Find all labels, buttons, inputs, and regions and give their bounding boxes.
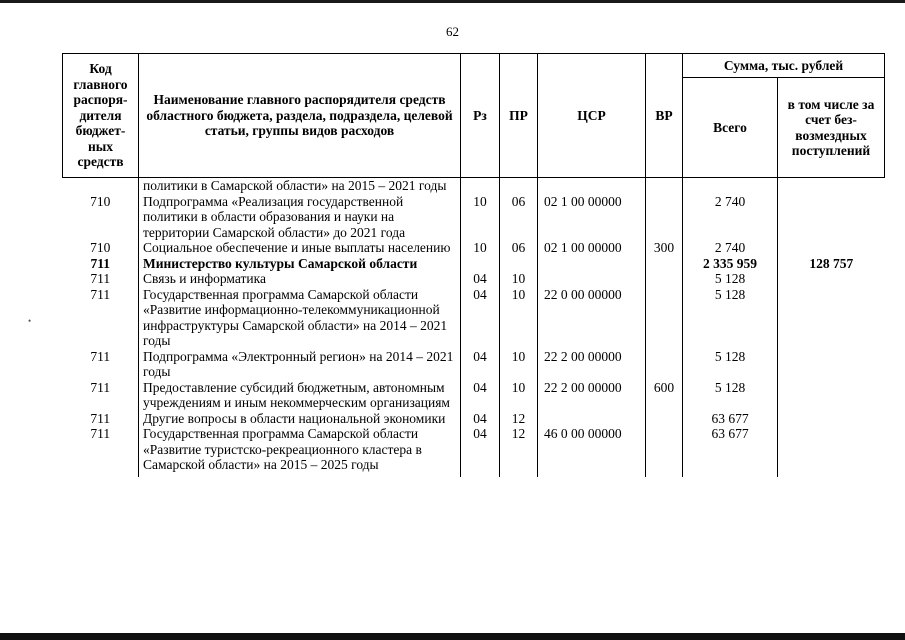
row-pr: 06 [500,240,538,256]
table-row [63,271,885,287]
row-rz: 10 [461,194,500,241]
row-vr: 600 [646,380,683,411]
row-incl [778,426,885,477]
row-code: 710 [90,240,111,255]
row-code [63,178,139,194]
row-total: 5 128 [683,380,778,411]
bottom-border [0,633,905,640]
row-code: 711 [90,271,111,286]
row-pr: 10 [500,271,538,287]
row-incl [778,380,885,411]
row-rz: 04 [461,411,500,427]
row-name: Предоставление субсидий бюджетным, автономным учреждениям и иным некоммерческим организациям [139,380,461,411]
table-row [63,287,885,349]
row-pr: 10 [500,287,538,349]
row-name: Государственная программа Самарской области «Развитие информационно-телекоммуникационной инфраструктуры Самарской области» на 2014 – 2021 годы [139,287,461,349]
row-incl [778,240,885,256]
row-code: 711 [90,410,111,426]
budget-table [62,53,885,477]
row-csr: 02 1 00 00000 [538,194,646,241]
row-code: 710 [90,193,111,209]
row-rz: 04 [461,349,500,380]
row-pr [500,256,538,272]
table-row [63,178,885,194]
row-name: Подпрограмма «Реализация государственной политики в области образования и науки на территории Самарской области» до 2021 года [139,194,461,241]
row-vr [646,256,683,272]
row-vr: 300 [646,240,683,256]
row-incl: 128 757 [778,256,885,272]
row-rz: 04 [461,287,500,349]
table-row [63,256,885,272]
row-total: 5 128 [683,287,778,349]
table-row [63,194,885,241]
row-vr [646,411,683,427]
header-pr: ПР [500,54,538,178]
table-row [63,349,885,380]
row-csr [538,271,646,287]
row-incl [778,178,885,194]
row-rz: 04 [461,426,500,477]
row-csr [538,411,646,427]
row-csr: 22 2 00 00000 [538,380,646,411]
table-row [63,411,885,427]
row-total: 5 128 [683,271,778,287]
table-row [63,380,885,411]
row-pr: 06 [500,194,538,241]
row-incl [778,287,885,349]
table-row [63,240,885,256]
row-csr: 22 2 00 00000 [538,349,646,380]
row-rz [461,178,500,194]
row-vr [646,426,683,477]
row-total: 2 740 [683,240,778,256]
row-vr [646,194,683,241]
row-total: 63 677 [683,426,778,477]
table-body [63,178,885,477]
row-csr: 22 0 00 00000 [538,287,646,349]
header-name: Наименование главного распорядителя средств областного бюджета, раздела, подраздела, целевой статьи, группы видов расходов [139,54,461,178]
row-code: 711 [90,379,111,395]
header-rz: Рз [461,54,500,178]
row-name: Социальное обеспечение и иные выплаты населению [139,240,461,256]
row-vr [646,287,683,349]
table-row [63,426,885,477]
row-total [683,178,778,194]
row-incl [778,194,885,241]
row-csr: 02 1 00 00000 [538,240,646,256]
scan-mark: • [28,316,32,326]
header-code: Код главного распоря-дителя бюджет-ных средств [63,54,139,178]
row-incl [778,271,885,287]
header-vr: ВР [646,54,683,178]
row-csr [538,178,646,194]
row-incl [778,349,885,380]
row-incl [778,411,885,427]
row-vr [646,271,683,287]
row-rz [461,256,500,272]
row-name: Другие вопросы в области национальной экономики [139,411,461,427]
row-code: 711 [90,348,111,364]
row-total: 5 128 [683,349,778,380]
header-sum: Сумма, тыс. рублей [683,54,885,78]
row-name: Министерство культуры Самарской области [139,256,461,272]
row-total: 63 677 [683,411,778,427]
row-name: Связь и информатика [139,271,461,287]
row-code: 711 [90,255,110,271]
row-rz: 04 [461,271,500,287]
top-border [0,0,905,3]
row-name: Подпрограмма «Электронный регион» на 2014 – 2021 годы [139,349,461,380]
page-number: 62 [446,24,459,39]
row-name: политики в Самарской области» на 2015 – 2021 годы [139,178,461,194]
row-pr: 10 [500,349,538,380]
row-rz: 10 [461,240,500,256]
row-total: 2 335 959 [683,256,778,272]
row-pr: 12 [500,411,538,427]
header-csr: ЦСР [538,54,646,178]
row-total: 2 740 [683,194,778,241]
row-csr: 46 0 00 00000 [538,426,646,477]
row-code: 711 [90,426,111,441]
row-vr [646,349,683,380]
row-pr: 10 [500,380,538,411]
row-pr: 12 [500,426,538,477]
header-total: Всего [683,78,778,178]
row-rz: 04 [461,380,500,411]
row-code: 711 [90,286,111,302]
header-incl: в том числе за счет без-возмездных поступлений [778,78,885,178]
row-vr [646,178,683,194]
row-pr [500,178,538,194]
row-csr [538,256,646,272]
row-name: Государственная программа Самарской области «Развитие туристско-рекреационного кластера в Самарской области» на 2015 – 2025 годы [139,426,461,477]
